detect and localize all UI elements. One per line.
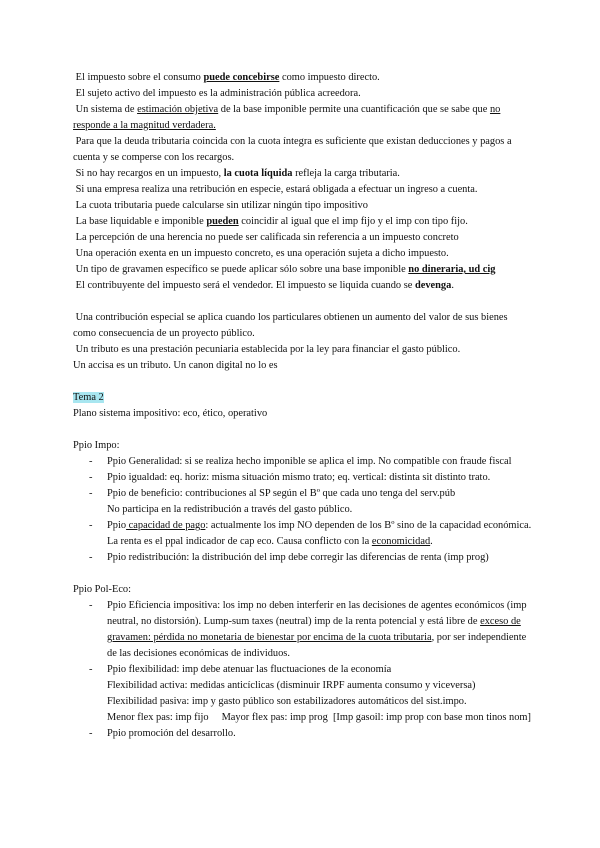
list-item: - Ppio igualdad: eq. horiz: misma situación mismo trato; eq. vertical: distinta sit distinto trato.: [73, 470, 533, 486]
text-line: Un tributo es una prestación pecuniaria establecida por la ley para financiar el gasto público.: [75, 344, 461, 355]
document-content: [73, 70, 533, 742]
list-item: - Ppio Eficiencia impositiva: los imp no deben interferir en las decisiones de agentes económicos (imp neutral, no distorsión). Lump-sum taxes (neutral) imp de la renta potencial y está libre de exceso de gravamen: pérdida no monetaria de bienestar por encima de la cuota tributaria, por ser independiente de las decisiones económicas de individuos.: [73, 598, 533, 662]
text-line: El sujeto activo del impuesto es la administración pública acreedora.: [75, 88, 361, 99]
principles-list: [73, 454, 533, 566]
text-line: La base liquidable e imponible pueden coincidir al igual que el imp fijo y el imp con tipo fijo.: [75, 216, 468, 227]
subsection-heading: Ppio Pol-Eco:: [73, 584, 132, 595]
list-item: - Ppio capacidad de pago: actualmente los imp NO dependen de los Bº sino de la capacidad económica. La renta es el ppal indicador de cap eco. Causa conflicto con la economicidad.: [73, 518, 533, 550]
list-item: - Ppio promoción del desarrollo.: [73, 726, 533, 742]
subsection-heading: Ppio Impo:: [73, 440, 120, 451]
list-item: - Ppio flexibilidad: imp debe atenuar las fluctuaciones de la economía Flexibilidad activa: medidas anticíclicas (disminuir IRPF aumenta consumo y viceversa) Flexibilidad pasiva: imp y gasto público son estabilizadores automáticos del sist.impo. Menor flex pas: imp fijo Mayor flex pas: imp prog [Imp gasoil: imp prop con base mon tinos nom]: [73, 662, 533, 726]
text-line: El contribuyente del impuesto será el vendedor. El impuesto se liquida cuando se devenga.: [75, 280, 454, 291]
list-item: - Ppio de beneficio: contribuciones al SP según el Bº que cada uno tenga del serv.púb No participa en la redistribución a través del gasto público.: [73, 486, 533, 518]
list-item: - Ppio redistribución: la distribución del imp debe corregir las diferencias de renta (imp prog): [73, 550, 533, 566]
list-item: - Ppio Generalidad: si se realiza hecho imponible se aplica el imp. No compatible con fraude fiscal: [73, 454, 533, 470]
text-line: Plano sistema impositivo: eco, ético, operativo: [73, 408, 268, 419]
text-line: La cuota tributaria puede calcularse sin utilizar ningún tipo impositivo: [75, 200, 368, 211]
section-heading: Tema 2: [73, 392, 104, 403]
text-line: Si una empresa realiza una retribución en especie, estará obligada a efectuar un ingreso a cuenta.: [75, 184, 478, 195]
text-line: Un tipo de gravamen específico se puede aplicar sólo sobre una base imponible no dineraria, ud cig: [75, 264, 496, 275]
text-paragraph: Un sistema de estimación objetiva de la base imponible permite una cuantificación que se sabe que no responde a la magnitud verdadera.: [73, 104, 501, 131]
principles-list: [73, 598, 533, 742]
text-line: Una operación exenta en un impuesto concreto, es una operación sujeta a dicho impuesto.: [75, 248, 449, 259]
text-paragraph: Para que la deuda tributaria coincida con la cuota íntegra es suficiente que existan deducciones y pagos a cuenta y se comperse con los recargos.: [73, 136, 512, 163]
text-line: Un accisa es un tributo. Un canon digital no lo es: [73, 360, 278, 371]
text-line: El impuesto sobre el consumo puede concebirse como impuesto directo.: [75, 72, 380, 83]
text-line: La percepción de una herencia no puede ser calificada sin referencia a un impuesto concreto: [75, 232, 459, 243]
text-line: Si no hay recargos en un impuesto, la cuota líquida refleja la carga tributaria.: [75, 168, 400, 179]
text-paragraph: Una contribución especial se aplica cuando los particulares obtienen un aumento del valor de sus bienes como consecuencia de un proyecto público.: [73, 312, 508, 339]
